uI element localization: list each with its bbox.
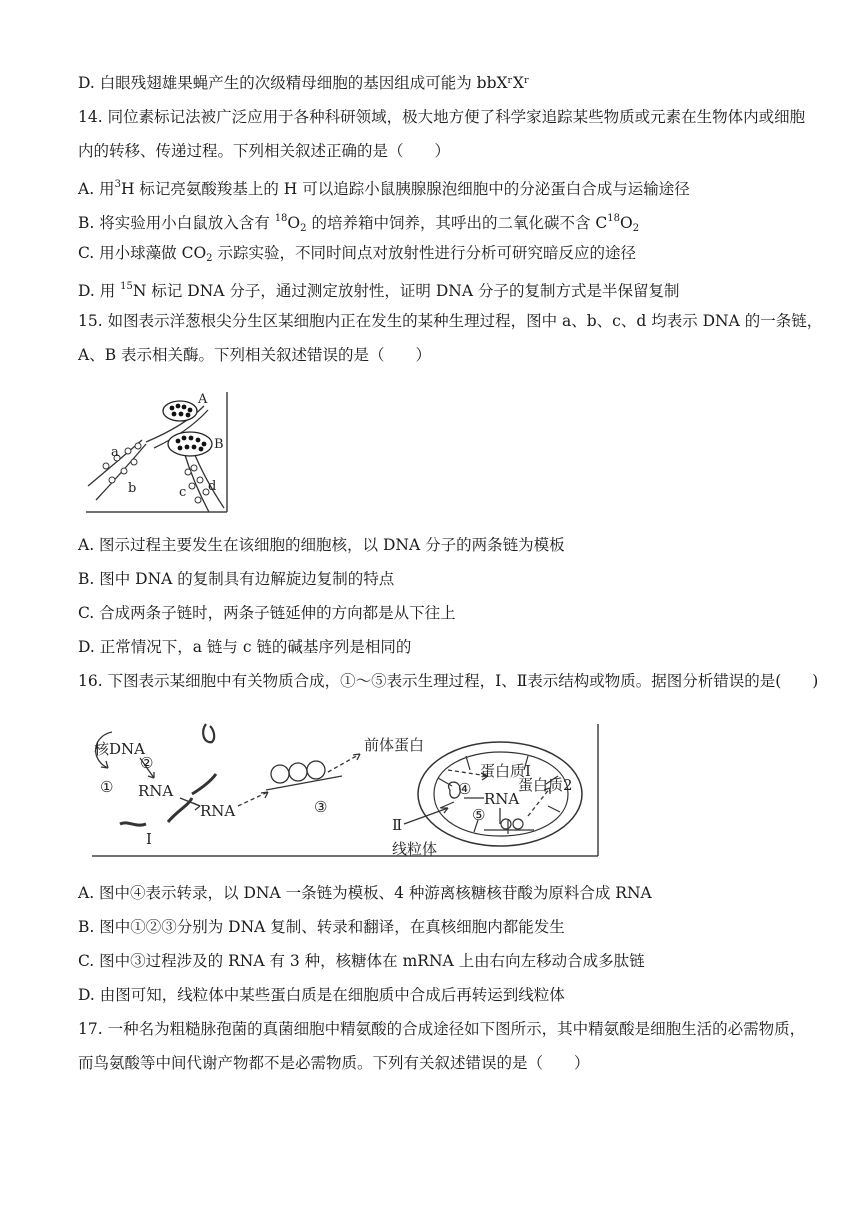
label-roman-2: Ⅱ	[392, 816, 403, 834]
label-step-1: ①	[100, 778, 114, 796]
label-step-4: ④	[458, 780, 472, 798]
q16-stem: 16. 下图表示某细胞中有关物质合成，①～⑤表示生理过程，Ⅰ、Ⅱ表示结构或物质。据图分析错误的是( )	[78, 672, 819, 690]
q13-option-d: D. 白眼残翅雄果蝇产生的次级精母细胞的基因组成可能为 bbXʳXʳ	[78, 74, 530, 92]
label-step-5: ⑤	[472, 806, 486, 824]
label-A: A	[198, 392, 208, 407]
label-b: b	[128, 481, 137, 496]
q14-stem-2: 内的转移、传递过程。下列相关叙述正确的是（ ）	[78, 142, 451, 160]
label-nuclear-dna: 核DNA	[94, 740, 145, 758]
label-d: d	[208, 479, 217, 494]
q16-option-a[interactable]: A. 图中④表示转录，以 DNA 一条链为模板、4 种游离核糖核苷酸为原料合成 RNA	[78, 884, 652, 902]
q14-option-a[interactable]: A. 用$^3$H 标记亮氨酸羧基上的 H 可以追踪小鼠胰腺腺泡细胞中的分泌蛋白合成与运输途径	[78, 179, 690, 198]
q14-stem-1: 14. 同位素标记法被广泛应用于各种科研领域，极大地方便了科学家追踪某些物质或元素在生物体内或细胞	[78, 108, 806, 126]
q17-stem-1: 17. 一种名为粗糙脉孢菌的真菌细胞中精氨酸的合成途径如下图所示，其中精氨酸是细胞生活的必需物质，	[78, 1020, 806, 1038]
q15-stem-2: A、B 表示相关酶。下列相关叙述错误的是（ ）	[78, 346, 432, 364]
q14-option-b[interactable]: B. 将实验用小白鼠放入含有 $^{18}O_2$ 的培养箱中饲养，其呼出的二氧化碳不含 $C^{18}O_2$	[78, 213, 640, 234]
q16-option-d[interactable]: D. 由图可知，线粒体中某些蛋白质是在细胞质中合成后再转运到线粒体	[78, 986, 565, 1004]
label-rna-2: RNA	[200, 802, 236, 820]
label-protein-2: 蛋白质2	[518, 776, 573, 794]
q16-option-b[interactable]: B. 图中①②③分别为 DNA 复制、转录和翻译，在真核细胞内都能发生	[78, 918, 565, 936]
q15-option-b[interactable]: B. 图中 DNA 的复制具有边解旋边复制的特点	[78, 570, 395, 588]
label-c: c	[179, 485, 187, 500]
q15-option-a[interactable]: A. 图示过程主要发生在该细胞的细胞核，以 DNA 分子的两条链为模板	[78, 536, 565, 554]
q14-option-c[interactable]: C. 用小球藻做 $CO_2$ 示踪实验，不同时间点对放射性进行分析可研究暗反应的途径	[78, 244, 636, 264]
protein-synthesis-figure	[88, 716, 600, 858]
q15-option-d[interactable]: D. 正常情况下，a 链与 c 链的碱基序列是相同的	[78, 638, 412, 656]
label-step-3: ③	[314, 798, 328, 816]
dna-replication-figure	[84, 388, 234, 516]
q15-option-c[interactable]: C. 合成两条子链时，两条子链延伸的方向都是从下往上	[78, 604, 456, 622]
q16-option-c[interactable]: C. 图中③过程涉及的 RNA 有 3 种，核糖体在 mRNA 上由右向左移动合成多肽链	[78, 952, 645, 970]
label-roman-1: Ⅰ	[146, 830, 152, 848]
q17-stem-2: 而鸟氨酸等中间代谢产物都不是必需物质。下列有关叙述错误的是（ ）	[78, 1054, 590, 1072]
label-rna-1: RNA	[138, 782, 174, 800]
label-step-2: ②	[140, 754, 154, 772]
label-a: a	[111, 445, 119, 460]
label-precursor-protein: 前体蛋白	[364, 736, 425, 754]
label-rna-3: RNA	[484, 790, 520, 808]
label-B: B	[214, 437, 224, 452]
label-mitochondrion: 线粒体	[392, 840, 438, 858]
q15-stem-1: 15. 如图表示洋葱根尖分生区某细胞内正在发生的某种生理过程，图中 a、b、c、d 均表示 DNA 的一条链，	[78, 312, 823, 330]
label-protein-1: 蛋白质Ⅰ	[480, 762, 531, 780]
q14-option-d[interactable]: D. 用 $^{15}$N 标记 DNA 分子，通过测定放射性，证明 DNA 分子的复制方式是半保留复制	[78, 281, 680, 300]
